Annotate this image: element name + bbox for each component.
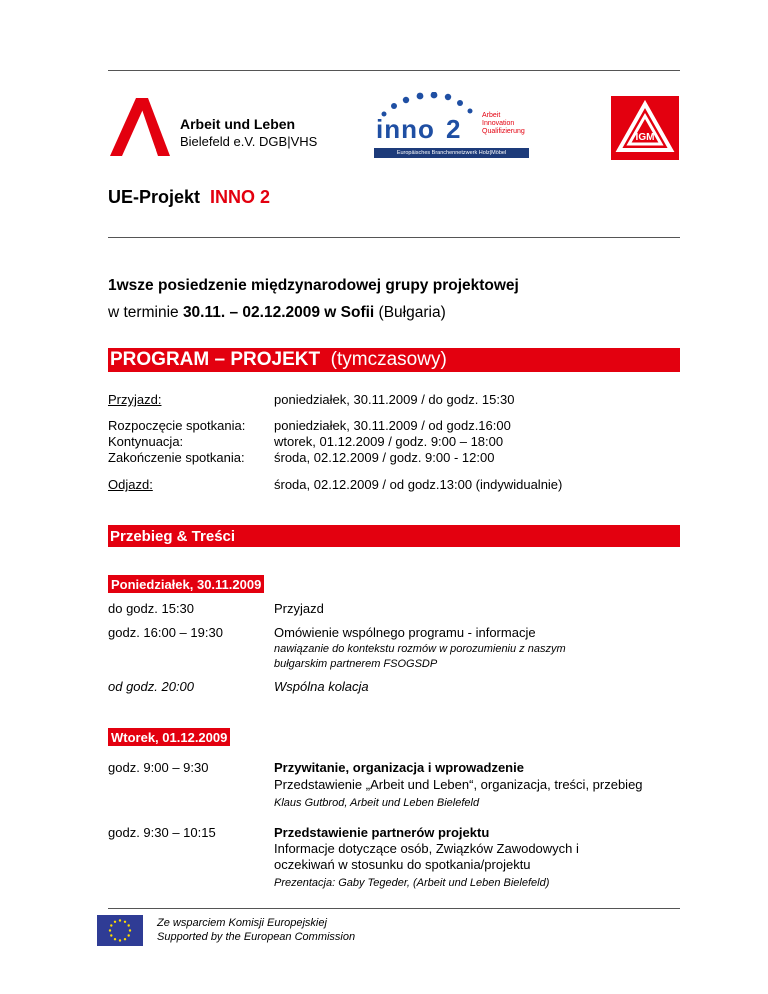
igm-letters: IGM — [635, 132, 655, 143]
monday-r1-text: Przyjazd — [274, 601, 324, 616]
aul-line2: Bielefeld e.V. DGB|VHS — [180, 134, 318, 149]
eu-flag — [97, 915, 143, 946]
tuesday-header: Wtorek, 01.12.2009 — [108, 728, 230, 746]
footer-rule — [108, 908, 680, 909]
monday-r2-time: godz. 16:00 – 19:30 — [108, 625, 223, 640]
continuation-value: wtorek, 01.12.2009 / godz. 9:00 – 18:00 — [274, 434, 504, 449]
tuesday-r1-title: Przywitanie, organizacja i wprowadzenie — [274, 760, 524, 775]
aul-mark-icon — [108, 96, 172, 158]
meeting-dates: 30.11. – 02.12.2009 w Sofii — [182, 304, 375, 321]
program-subtitle: (tymczasowy) — [330, 349, 447, 370]
tuesday-r1-time: godz. 9:00 – 9:30 — [108, 760, 209, 775]
inno-band: Europäisches Branchennetzwerk Holz|Möbel — [374, 148, 529, 158]
title-rule — [108, 237, 680, 238]
top-rule — [108, 70, 680, 71]
eu-stars-icon — [97, 915, 143, 946]
continuation-label: Kontynuacja: — [108, 434, 184, 449]
inno-side1: Arbeit — [482, 112, 501, 119]
flow-header: Przebieg & Treści — [108, 525, 680, 547]
monday-header: Poniedziałek, 30.11.2009 — [108, 575, 264, 593]
start-label: Rozpoczęcie spotkania: — [108, 418, 246, 433]
tuesday-r1-text: Przedstawienie „Arbeit und Leben“, organizacja, treści, przebieg — [274, 777, 643, 792]
project-name: INNO 2 — [210, 187, 271, 207]
departure-label: Odjazd: — [108, 477, 153, 492]
inno-number: 2 — [446, 114, 461, 144]
end-value: środa, 02.12.2009 / godz. 9:00 - 12:00 — [274, 450, 495, 465]
monday-r2-note1: nawiązanie do kontekstu rozmów w porozumieniu z naszym — [274, 643, 566, 655]
meeting-country: (Bułgaria) — [374, 304, 446, 321]
start-value: poniedziałek, 30.11.2009 / od godz.16:00 — [274, 418, 511, 433]
arbeit-und-leben-logo — [108, 96, 348, 160]
inno-word: inno — [376, 114, 435, 144]
project-title — [108, 186, 270, 208]
inno-side-text — [482, 112, 525, 136]
arrival-label: Przyjazd: — [108, 392, 162, 407]
meeting-line1: 1wsze posiedzenie międzynarodowej grupy projektowej — [108, 277, 519, 294]
monday-r2-text: Omówienie wspólnego programu - informacje — [274, 625, 536, 640]
monday-r1-time: do godz. 15:30 — [108, 601, 195, 616]
monday-r2-note2: bułgarskim partnerem FSOGSDP — [274, 658, 438, 670]
tuesday-r2-text2: oczekiwań w stosunku do spotkania/projektu — [274, 857, 531, 872]
tuesday-r2-time: godz. 9:30 – 10:15 — [108, 825, 216, 840]
departure-value: środa, 02.12.2009 / od godz.13:00 (indywidualnie) — [274, 477, 563, 492]
inno-side2: Innovation — [482, 120, 515, 127]
inno2-logo — [372, 92, 532, 162]
tuesday-r2-note: Prezentacja: Gaby Tegeder, (Arbeit und Leben Bielefeld) — [274, 877, 550, 889]
tuesday-r1-note: Klaus Gutbrod, Arbeit und Leben Bielefeld — [274, 797, 480, 809]
footer-text — [157, 916, 355, 944]
aul-line1: Arbeit und Leben — [180, 116, 296, 132]
monday-r3-time: od godz. 20:00 — [108, 679, 195, 694]
arrival-value: poniedziałek, 30.11.2009 / do godz. 15:30 — [274, 392, 515, 407]
ig-metall-logo — [611, 96, 679, 160]
program-title: PROGRAM – PROJEKT — [110, 349, 321, 370]
monday-r3-text: Wspólna kolacja — [274, 679, 369, 694]
end-label: Zakończenie spotkania: — [108, 450, 245, 465]
tuesday-r2-text1: Informacje dotyczące osób, Związków Zawodowych i — [274, 841, 579, 856]
program-header — [108, 348, 680, 372]
footer-line1: Ze wsparciem Komisji Europejskiej — [157, 917, 327, 929]
footer-line2: Supported by the European Commission — [157, 931, 356, 943]
meeting-line2-pre: w terminie — [108, 304, 183, 321]
inno-side3: Qualifizierung — [482, 128, 525, 135]
igm-emblem-icon — [611, 96, 679, 160]
tuesday-r2-title: Przedstawienie partnerów projektu — [274, 825, 490, 840]
project-prefix: UE-Projekt — [108, 187, 201, 207]
meeting-line2 — [108, 303, 446, 323]
